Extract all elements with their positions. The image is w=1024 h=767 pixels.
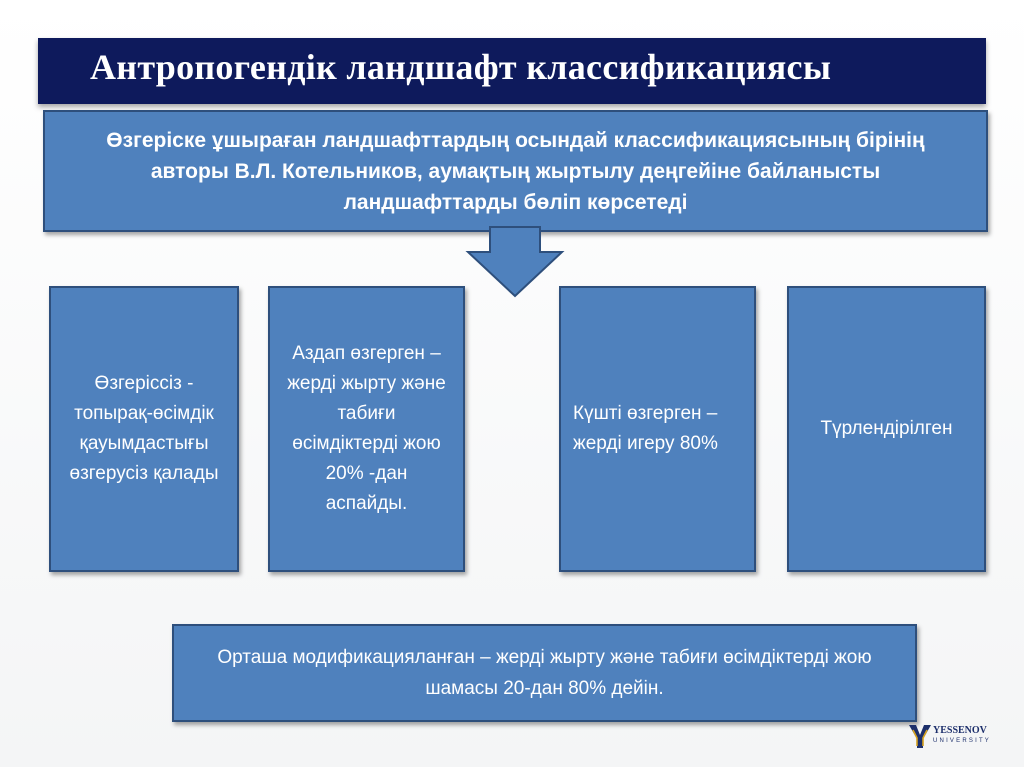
- title-bar: [38, 38, 986, 104]
- logo-name: YESSENOV: [933, 725, 987, 736]
- logo-sub: UNIVERSITY: [933, 738, 992, 744]
- class-box-unchanged: [49, 286, 239, 572]
- class-text: Түрлендірілген: [820, 418, 953, 439]
- intro-text: Өзгеріске ұшыраған ландшафттардың осындай классификациясының бірінің авторы В.Л. Котельников, аумақтың жыртылу деңгейіне байланысты ландшафттарды бөліп көрсетеді: [106, 128, 925, 214]
- class-text: Өзгеріссіз - топырақ-өсімдік қауымдастығы өзгерусіз қалады: [69, 373, 219, 484]
- class-box-slightly-changed: [268, 286, 465, 572]
- class-text: Күшті өзгерген – жерді игеру 80%: [573, 403, 718, 454]
- university-logo: [906, 722, 1018, 752]
- class-box-strongly-changed: [559, 286, 756, 572]
- class-text: Аздап өзгерген – жерді жырту және табиғи өсімдіктерді жою 20% -дан аспайды.: [287, 343, 446, 514]
- moderately-modified-box: [172, 624, 917, 722]
- slide-title: Антропогендік ландшафт классификациясы: [90, 47, 832, 87]
- intro-box: [43, 110, 988, 232]
- yessenov-logo-icon: [906, 722, 934, 750]
- bottom-text: Орташа модификацияланған – жерді жырту және табиғи өсімдіктерді жою шамасы 20-дан 80% дейін.: [217, 647, 872, 699]
- down-arrow-icon: [465, 226, 565, 298]
- class-box-transformed: [787, 286, 986, 572]
